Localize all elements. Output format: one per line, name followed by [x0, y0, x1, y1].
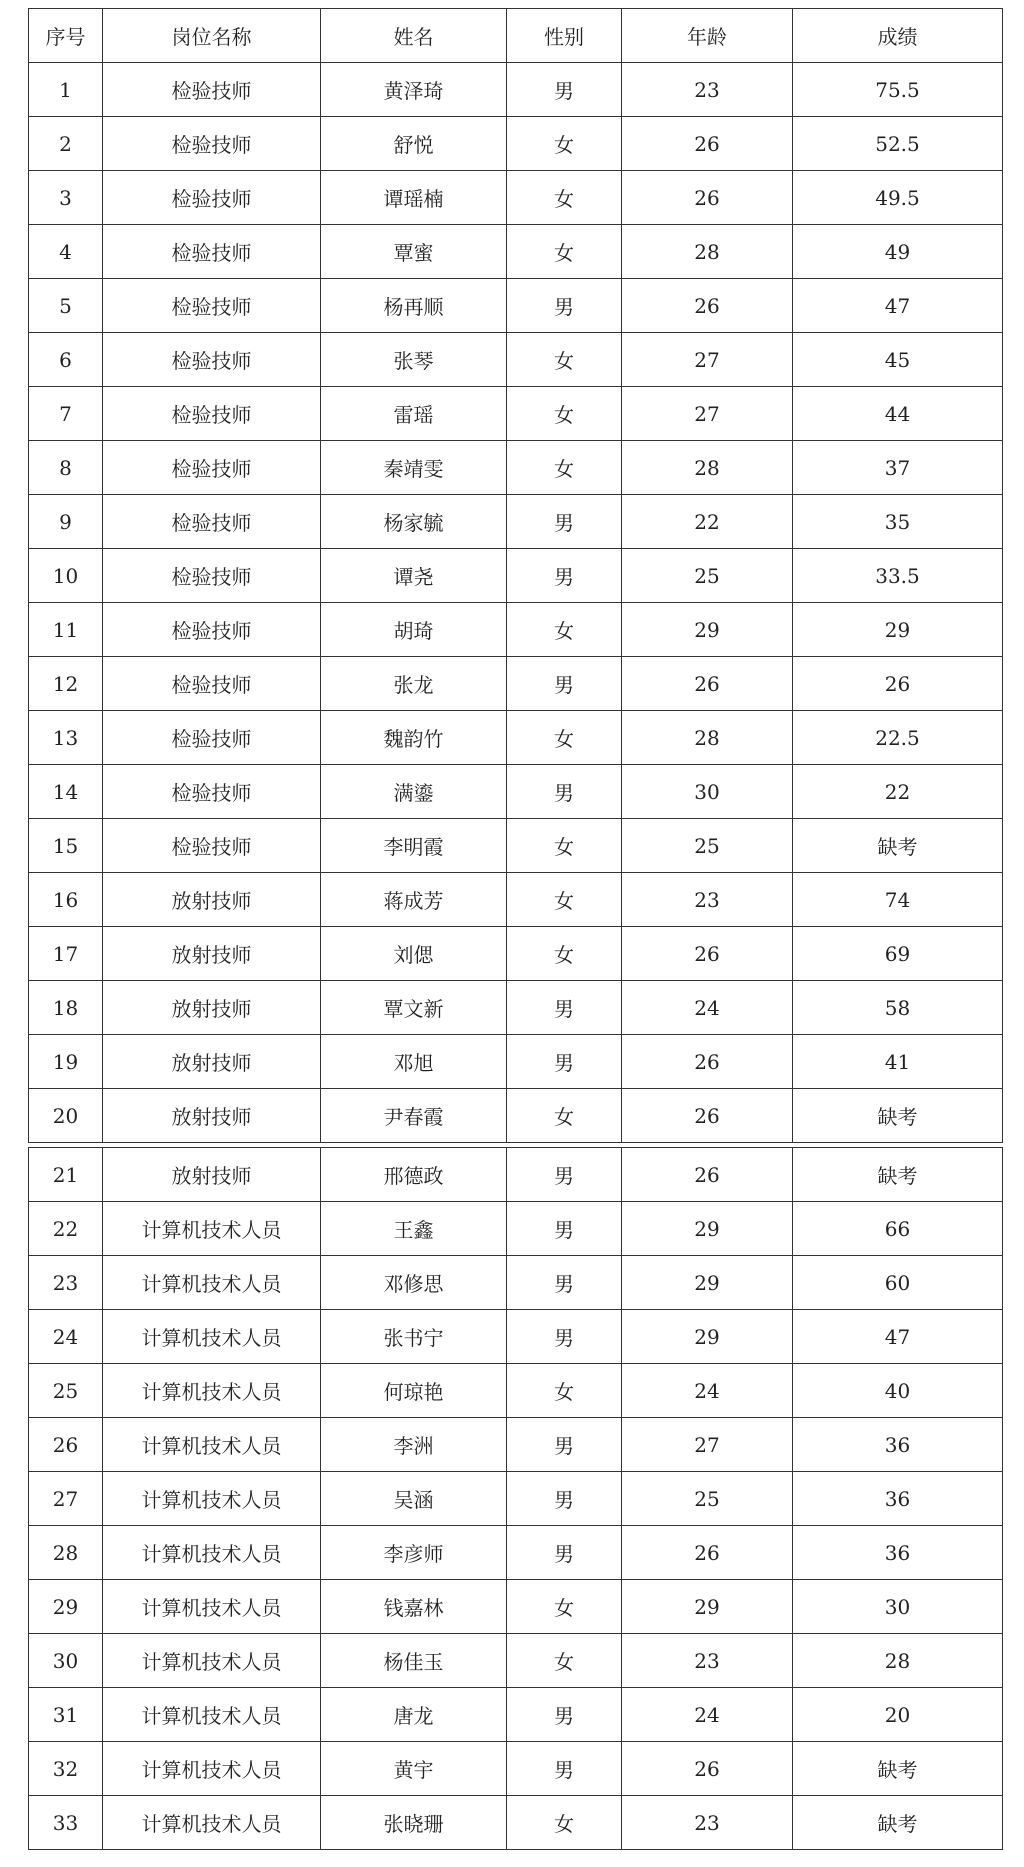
seq-cell: 25	[29, 1364, 103, 1418]
name-cell: 邓旭	[321, 1035, 507, 1089]
post-cell: 检验技师	[103, 387, 321, 441]
table-row	[29, 387, 1003, 441]
score-cell: 47	[793, 1310, 1003, 1364]
seq-cell: 6	[29, 333, 103, 387]
table-row	[29, 1688, 1003, 1742]
score-cell: 22	[793, 765, 1003, 819]
age-cell: 26	[622, 1089, 793, 1143]
score-cell: 49.5	[793, 171, 1003, 225]
name-cell: 魏韵竹	[321, 711, 507, 765]
table-row	[29, 117, 1003, 171]
column-header-post: 岗位名称	[103, 9, 321, 63]
seq-cell: 7	[29, 387, 103, 441]
post-cell: 计算机技术人员	[103, 1580, 321, 1634]
post-cell: 检验技师	[103, 171, 321, 225]
gender-cell: 男	[507, 1472, 622, 1526]
name-cell: 蒋成芳	[321, 873, 507, 927]
post-cell: 计算机技术人员	[103, 1796, 321, 1850]
seq-cell: 31	[29, 1688, 103, 1742]
score-cell: 69	[793, 927, 1003, 981]
table-row	[29, 1418, 1003, 1472]
seq-cell: 13	[29, 711, 103, 765]
name-cell: 李洲	[321, 1418, 507, 1472]
post-cell: 检验技师	[103, 603, 321, 657]
table-row	[29, 603, 1003, 657]
post-cell: 检验技师	[103, 225, 321, 279]
score-cell: 36	[793, 1472, 1003, 1526]
gender-cell: 男	[507, 279, 622, 333]
age-cell: 26	[622, 657, 793, 711]
gender-cell: 男	[507, 495, 622, 549]
score-cell: 28	[793, 1634, 1003, 1688]
seq-cell: 23	[29, 1256, 103, 1310]
post-cell: 检验技师	[103, 549, 321, 603]
name-cell: 谭瑶楠	[321, 171, 507, 225]
seq-cell: 26	[29, 1418, 103, 1472]
table-row	[29, 441, 1003, 495]
seq-cell: 12	[29, 657, 103, 711]
name-cell: 邓修思	[321, 1256, 507, 1310]
post-cell: 计算机技术人员	[103, 1634, 321, 1688]
age-cell: 29	[622, 603, 793, 657]
table-row	[29, 819, 1003, 873]
table-row	[29, 1310, 1003, 1364]
post-cell: 检验技师	[103, 711, 321, 765]
score-cell: 58	[793, 981, 1003, 1035]
name-cell: 杨家毓	[321, 495, 507, 549]
age-cell: 22	[622, 495, 793, 549]
name-cell: 谭尧	[321, 549, 507, 603]
age-cell: 26	[622, 1526, 793, 1580]
post-cell: 检验技师	[103, 441, 321, 495]
table-row	[29, 873, 1003, 927]
post-cell: 放射技师	[103, 1035, 321, 1089]
gender-cell: 男	[507, 1256, 622, 1310]
age-cell: 23	[622, 873, 793, 927]
age-cell: 29	[622, 1580, 793, 1634]
age-cell: 23	[622, 63, 793, 117]
seq-cell: 20	[29, 1089, 103, 1143]
post-cell: 计算机技术人员	[103, 1202, 321, 1256]
name-cell: 张书宁	[321, 1310, 507, 1364]
gender-cell: 男	[507, 981, 622, 1035]
column-header-name: 姓名	[321, 9, 507, 63]
age-cell: 23	[622, 1634, 793, 1688]
table-row	[29, 1634, 1003, 1688]
seq-cell: 19	[29, 1035, 103, 1089]
seq-cell: 15	[29, 819, 103, 873]
age-cell: 25	[622, 819, 793, 873]
table-row	[29, 765, 1003, 819]
table-row	[29, 1796, 1003, 1850]
seq-cell: 28	[29, 1526, 103, 1580]
name-cell: 覃蜜	[321, 225, 507, 279]
post-cell: 计算机技术人员	[103, 1364, 321, 1418]
table-row	[29, 1256, 1003, 1310]
seq-cell: 10	[29, 549, 103, 603]
name-cell: 张晓珊	[321, 1796, 507, 1850]
gender-cell: 男	[507, 1202, 622, 1256]
age-cell: 29	[622, 1310, 793, 1364]
age-cell: 23	[622, 1796, 793, 1850]
gender-cell: 女	[507, 1089, 622, 1143]
post-cell: 计算机技术人员	[103, 1418, 321, 1472]
age-cell: 25	[622, 549, 793, 603]
gender-cell: 男	[507, 1418, 622, 1472]
gender-cell: 男	[507, 765, 622, 819]
name-cell: 满鎏	[321, 765, 507, 819]
score-cell: 20	[793, 1688, 1003, 1742]
gender-cell: 女	[507, 1364, 622, 1418]
score-cell: 60	[793, 1256, 1003, 1310]
table-row	[29, 1526, 1003, 1580]
post-cell: 计算机技术人员	[103, 1688, 321, 1742]
age-cell: 26	[622, 117, 793, 171]
table-row	[29, 1089, 1003, 1143]
score-cell: 40	[793, 1364, 1003, 1418]
age-cell: 27	[622, 387, 793, 441]
score-cell: 30	[793, 1580, 1003, 1634]
gender-cell: 男	[507, 63, 622, 117]
column-header-gender: 性别	[507, 9, 622, 63]
seq-cell: 8	[29, 441, 103, 495]
age-cell: 24	[622, 1364, 793, 1418]
name-cell: 李明霞	[321, 819, 507, 873]
post-cell: 计算机技术人员	[103, 1472, 321, 1526]
name-cell: 雷瑶	[321, 387, 507, 441]
name-cell: 覃文新	[321, 981, 507, 1035]
gender-cell: 女	[507, 171, 622, 225]
name-cell: 王鑫	[321, 1202, 507, 1256]
post-cell: 放射技师	[103, 981, 321, 1035]
age-cell: 27	[622, 333, 793, 387]
gender-cell: 男	[507, 1310, 622, 1364]
seq-cell: 5	[29, 279, 103, 333]
gender-cell: 男	[507, 1148, 622, 1202]
gender-cell: 男	[507, 657, 622, 711]
seq-cell: 27	[29, 1472, 103, 1526]
name-cell: 张琴	[321, 333, 507, 387]
post-cell: 放射技师	[103, 1148, 321, 1202]
age-cell: 28	[622, 225, 793, 279]
table-row	[29, 1202, 1003, 1256]
post-cell: 检验技师	[103, 63, 321, 117]
post-cell: 检验技师	[103, 495, 321, 549]
gender-cell: 女	[507, 441, 622, 495]
age-cell: 28	[622, 441, 793, 495]
table-row	[29, 981, 1003, 1035]
age-cell: 26	[622, 279, 793, 333]
name-cell: 李彦师	[321, 1526, 507, 1580]
table-row	[29, 333, 1003, 387]
score-cell: 缺考	[793, 1742, 1003, 1796]
gender-cell: 女	[507, 1796, 622, 1850]
table-row	[29, 927, 1003, 981]
gender-cell: 男	[507, 1035, 622, 1089]
results-table-part-1	[28, 8, 1003, 1143]
table-row	[29, 63, 1003, 117]
post-cell: 计算机技术人员	[103, 1742, 321, 1796]
score-cell: 36	[793, 1526, 1003, 1580]
name-cell: 刘偲	[321, 927, 507, 981]
score-cell: 49	[793, 225, 1003, 279]
gender-cell: 女	[507, 1580, 622, 1634]
name-cell: 秦靖雯	[321, 441, 507, 495]
age-cell: 24	[622, 981, 793, 1035]
score-cell: 44	[793, 387, 1003, 441]
gender-cell: 女	[507, 819, 622, 873]
gender-cell: 女	[507, 711, 622, 765]
age-cell: 26	[622, 171, 793, 225]
results-table-part-2	[28, 1147, 1003, 1850]
post-cell: 计算机技术人员	[103, 1526, 321, 1580]
score-cell: 缺考	[793, 1089, 1003, 1143]
seq-cell: 33	[29, 1796, 103, 1850]
table-row	[29, 279, 1003, 333]
table-row	[29, 549, 1003, 603]
table-row	[29, 1364, 1003, 1418]
column-header-score: 成绩	[793, 9, 1003, 63]
gender-cell: 男	[507, 1742, 622, 1796]
name-cell: 黄泽琦	[321, 63, 507, 117]
post-cell: 放射技师	[103, 873, 321, 927]
score-cell: 缺考	[793, 1796, 1003, 1850]
seq-cell: 16	[29, 873, 103, 927]
post-cell: 放射技师	[103, 1089, 321, 1143]
table-row	[29, 225, 1003, 279]
age-cell: 25	[622, 1472, 793, 1526]
column-header-age: 年龄	[622, 9, 793, 63]
table-row	[29, 711, 1003, 765]
score-cell: 37	[793, 441, 1003, 495]
seq-cell: 2	[29, 117, 103, 171]
score-cell: 47	[793, 279, 1003, 333]
name-cell: 钱嘉林	[321, 1580, 507, 1634]
seq-cell: 30	[29, 1634, 103, 1688]
gender-cell: 男	[507, 549, 622, 603]
seq-cell: 14	[29, 765, 103, 819]
table-row	[29, 1580, 1003, 1634]
name-cell: 胡琦	[321, 603, 507, 657]
name-cell: 尹春霞	[321, 1089, 507, 1143]
score-cell: 26	[793, 657, 1003, 711]
score-cell: 66	[793, 1202, 1003, 1256]
seq-cell: 18	[29, 981, 103, 1035]
score-cell: 33.5	[793, 549, 1003, 603]
post-cell: 计算机技术人员	[103, 1310, 321, 1364]
header-row	[29, 9, 1003, 63]
table-row	[29, 1472, 1003, 1526]
seq-cell: 32	[29, 1742, 103, 1796]
gender-cell: 男	[507, 1688, 622, 1742]
score-cell: 41	[793, 1035, 1003, 1089]
gender-cell: 女	[507, 603, 622, 657]
post-cell: 计算机技术人员	[103, 1256, 321, 1310]
name-cell: 杨再顺	[321, 279, 507, 333]
seq-cell: 29	[29, 1580, 103, 1634]
seq-cell: 3	[29, 171, 103, 225]
age-cell: 26	[622, 1035, 793, 1089]
score-cell: 35	[793, 495, 1003, 549]
score-cell: 缺考	[793, 1148, 1003, 1202]
score-cell: 29	[793, 603, 1003, 657]
post-cell: 检验技师	[103, 657, 321, 711]
seq-cell: 17	[29, 927, 103, 981]
table-row	[29, 495, 1003, 549]
gender-cell: 女	[507, 333, 622, 387]
post-cell: 检验技师	[103, 117, 321, 171]
gender-cell: 女	[507, 927, 622, 981]
age-cell: 26	[622, 1148, 793, 1202]
post-cell: 检验技师	[103, 279, 321, 333]
age-cell: 26	[622, 927, 793, 981]
name-cell: 杨佳玉	[321, 1634, 507, 1688]
post-cell: 检验技师	[103, 819, 321, 873]
seq-cell: 21	[29, 1148, 103, 1202]
gender-cell: 女	[507, 873, 622, 927]
table-row	[29, 657, 1003, 711]
score-cell: 22.5	[793, 711, 1003, 765]
seq-cell: 11	[29, 603, 103, 657]
table-row	[29, 1148, 1003, 1202]
score-cell: 74	[793, 873, 1003, 927]
score-cell: 75.5	[793, 63, 1003, 117]
score-cell: 36	[793, 1418, 1003, 1472]
column-header-seq: 序号	[29, 9, 103, 63]
seq-cell: 9	[29, 495, 103, 549]
gender-cell: 男	[507, 1526, 622, 1580]
seq-cell: 1	[29, 63, 103, 117]
table-row	[29, 1035, 1003, 1089]
name-cell: 唐龙	[321, 1688, 507, 1742]
age-cell: 27	[622, 1418, 793, 1472]
score-cell: 52.5	[793, 117, 1003, 171]
age-cell: 26	[622, 1742, 793, 1796]
seq-cell: 4	[29, 225, 103, 279]
seq-cell: 22	[29, 1202, 103, 1256]
gender-cell: 女	[507, 387, 622, 441]
name-cell: 黄宇	[321, 1742, 507, 1796]
age-cell: 28	[622, 711, 793, 765]
table-row	[29, 1742, 1003, 1796]
gender-cell: 女	[507, 117, 622, 171]
name-cell: 何琼艳	[321, 1364, 507, 1418]
name-cell: 吴涵	[321, 1472, 507, 1526]
age-cell: 24	[622, 1688, 793, 1742]
gender-cell: 女	[507, 1634, 622, 1688]
age-cell: 29	[622, 1256, 793, 1310]
name-cell: 邢德政	[321, 1148, 507, 1202]
age-cell: 30	[622, 765, 793, 819]
post-cell: 放射技师	[103, 927, 321, 981]
gender-cell: 女	[507, 225, 622, 279]
seq-cell: 24	[29, 1310, 103, 1364]
name-cell: 张龙	[321, 657, 507, 711]
name-cell: 舒悦	[321, 117, 507, 171]
table-row	[29, 171, 1003, 225]
score-cell: 缺考	[793, 819, 1003, 873]
score-cell: 45	[793, 333, 1003, 387]
post-cell: 检验技师	[103, 333, 321, 387]
age-cell: 29	[622, 1202, 793, 1256]
post-cell: 检验技师	[103, 765, 321, 819]
